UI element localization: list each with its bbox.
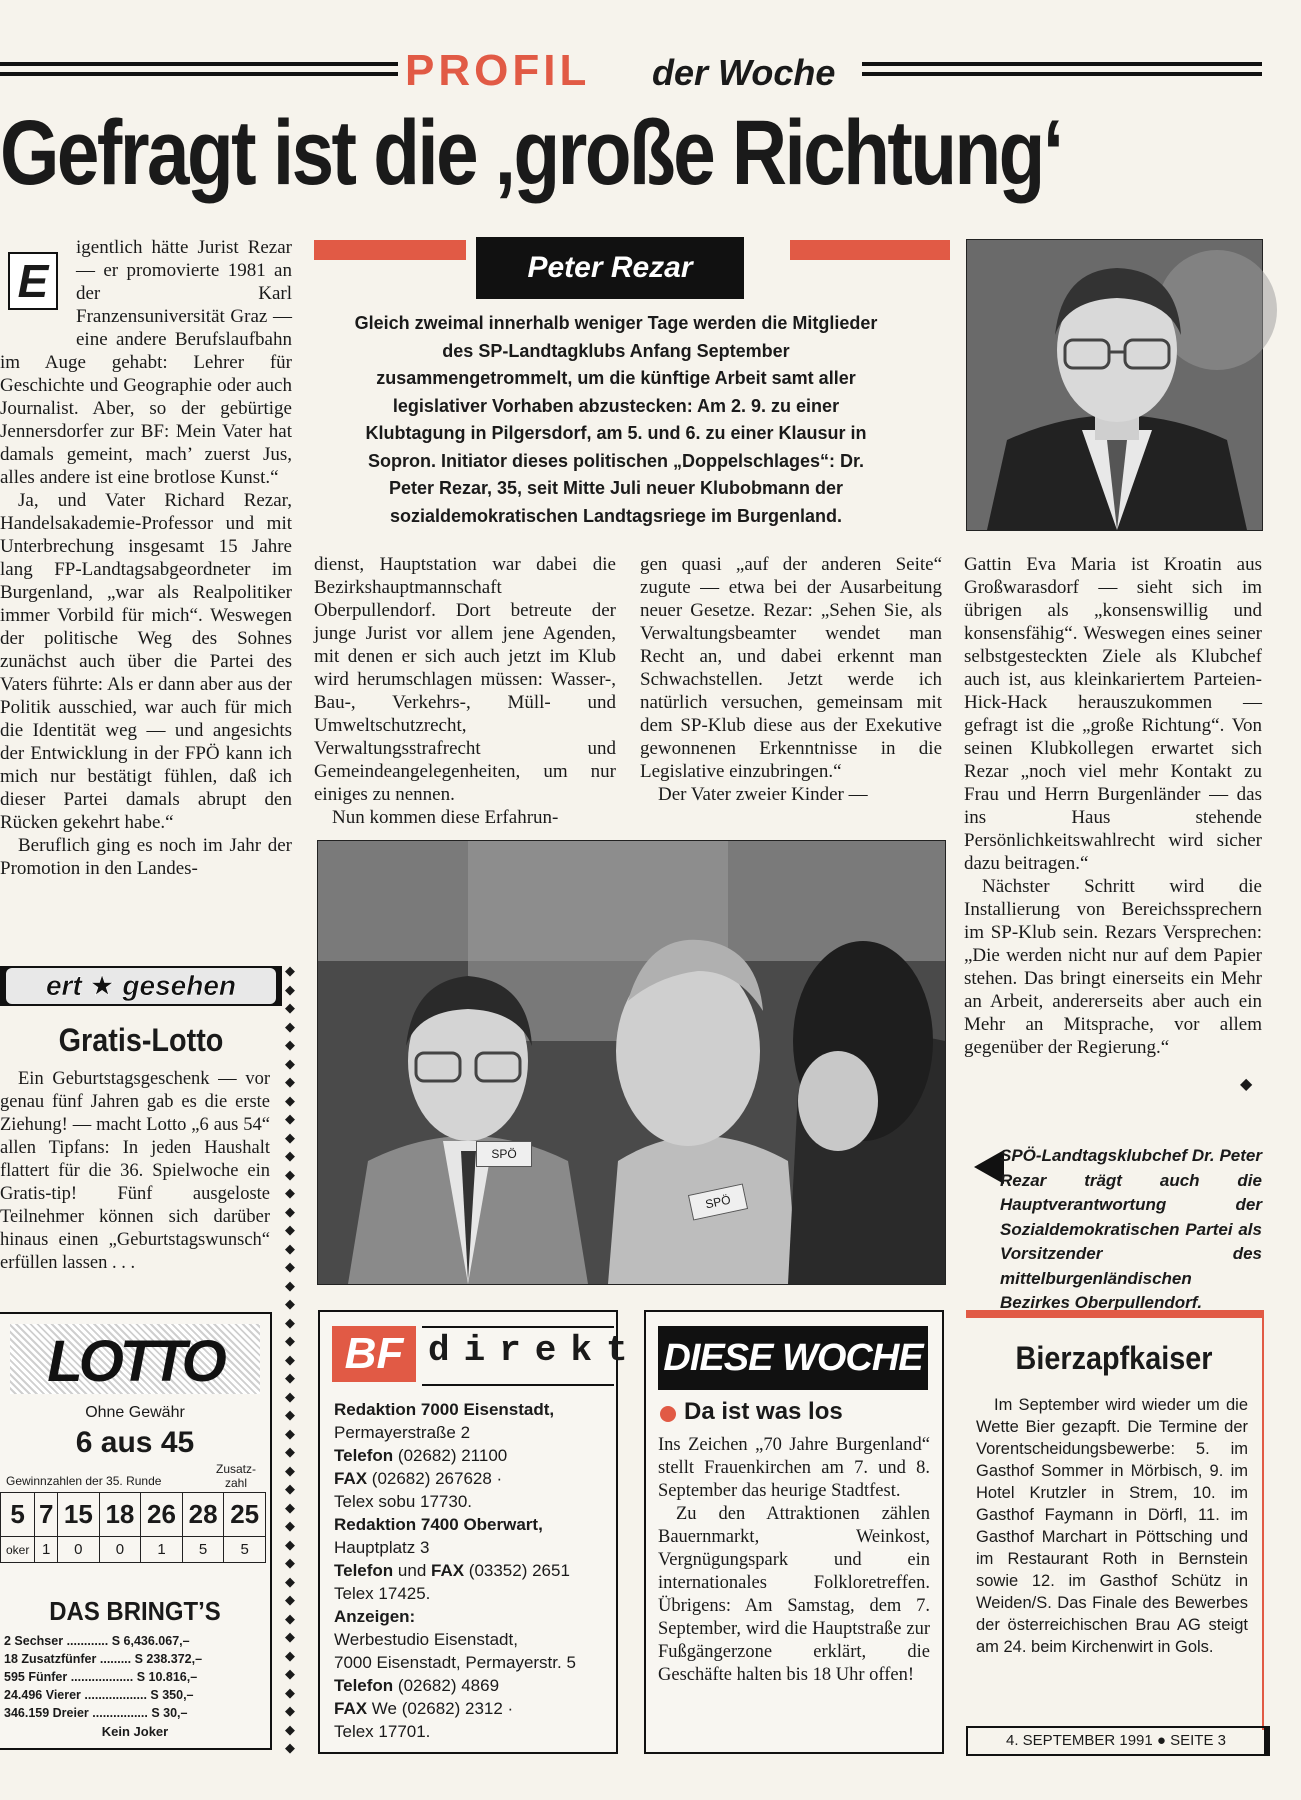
diese-woche-paragraph-2: Zu den Attraktionen zählen Bauernmarkt, Weinkost, Vergnügungspark und ein internationales Folkloretreffen. Übrigens: Am Samstag, dem 7. September, wird die Hauptstraße zur Fußgängerzone erklärt, die Geschäfte halten bis 18 Uhr offen! [658,1504,930,1685]
diese-woche-text [658,1434,930,1687]
lotto-game: 6 aus 45 [75,1426,195,1459]
prize-amount: S 6,436.067,– [111,1634,190,1648]
bf-line-text: Telex sobu 17730. [334,1492,472,1511]
lotto-zusatzzahl: 25 [224,1493,266,1537]
col3-paragraph-2: Der Vater zweier Kinder — [658,784,868,805]
prize-dots: .................. [84,1688,147,1702]
col1-first-paragraph: igentlich hätte Jurist Rezar — er promovierte 1981 an der Karl Franzensuniversität Graz — eine andere Berufslaufbahn im Auge gehabt: Lehrer für Geschichte und Geographie oder auch Journalist. Aber, so der gebürtige Jennersdorfer zur BF: Mein Vater hat damals gemeint, mach’ zuerst Jus, alles andere ist eine brotlose Kunst.“ [0,237,292,488]
page-footer: 4. SEPTEMBER 1991 ● SEITE 3 [966,1726,1270,1756]
kicker-rule-left-2 [0,72,398,76]
lotto-ohne-gewaehr: Ohne Gewähr [85,1404,185,1421]
bf-line-text: (02682) 267628 · [367,1469,503,1488]
col4-paragraph-1: Gattin Eva Maria ist Kroatin aus Großwarasdorf — sieht sich im übrigen als „konsenswillig und konsensfähig“. Weswegen eines seiner selbstgesteckten Ziele als Klubchef auch ist, aus kleinkariertem Parteien-Hick-Hack herauszukommen — gefragt ist die „große Richtung“. Von seinen Klubkollegen erwartet sich Rezar „noch viel mehr Kontakt zu Frau und Herrn Burgenländer — das ins Haus stehende Persönlichkeitswahlrecht wird sicher dazu beitragen.“ [964,554,1262,874]
prize-label: 2 Sechser [4,1634,64,1648]
lotto-prize-row [4,1632,266,1650]
lotto-prize-row [4,1704,266,1722]
portrait-illustration [967,240,1262,530]
photo-caption: SPÖ-Landtagsklubchef Dr. Peter Rezar trägt auch die Hauptverantwortung der Sozialdemokratischen Partei als Vorsitzender des mittelburgenländischen Bezirkes Oberpullendorf. [1000,1146,1262,1312]
bf-line-bold: Anzeigen: [334,1607,416,1626]
sidebar-text: Ein Geburtstagsgeschenk — vor genau fünf Jahren gab es die erste Ziehung! — macht Lotto „6 aus 54“ allen Tipfans: In jeden Haushalt flattert für die 36. Spielwoche ein Gratis-tip! Fünf ausgeloste Teilnehmer können sich darüber hinaus einen „Geburtstagswunsch“ erfüllen lassen . . . [0,1069,270,1273]
sidebar-banner: ert ★ gesehen [6,968,276,1004]
bf-line-text: Telex 17425. [334,1584,431,1603]
group-photo-illustration [318,841,945,1284]
col1-paragraph-3: Beruflich ging es noch im Jahr der Promotion in den Landes- [0,835,292,879]
lotto-joker-digit: 1 [141,1537,183,1563]
lotto-number: 28 [182,1493,224,1537]
bf-contact-list [334,1398,610,1743]
lotto-number: 18 [99,1493,141,1537]
prize-label: 18 Zusatzfünfer [4,1652,97,1666]
lotto-joker-digit: 5 [182,1537,224,1563]
prize-amount: S 238.372,– [134,1652,203,1666]
bf-line-text: Telex 17701. [334,1722,431,1741]
article-column-2 [314,553,616,828]
byline-bar-right [790,240,950,260]
bf-line-bold: FAX [334,1469,368,1488]
bf-line-text: und [393,1561,431,1580]
lotto-joker-digit: 5 [224,1537,266,1563]
byline: Peter Rezar [476,237,744,299]
prize-label: 595 Fünfer [4,1670,68,1684]
bf-line [334,1444,610,1467]
portrait-photo [966,239,1263,531]
kicker-profil: PROFIL [405,46,591,95]
bf-line-bold: Telefon [334,1561,394,1580]
lotto-bringts: DAS BRINGT’S [49,1596,221,1626]
bf-line [334,1513,610,1536]
diese-woche-box [644,1310,944,1754]
bf-line [334,1421,610,1444]
lotto-number: 7 [35,1493,58,1537]
col2-paragraph-1: dienst, Hauptstation war dabei die Bezirkshauptmannschaft Oberpullendorf. Dort betreute der junge Jurist vor allem jene Agenden, mit denen er sich auch jetzt im Klub wird herumschlagen müssen: Wasser-, Bau-, Verkehrs-, Müll- und Umweltschutzrecht, Verwaltungsstrafrecht und Gemeindeangelegenheiten, um nur einiges zu nennen. [314,554,616,805]
lotto-number: 5 [1,1493,35,1537]
col2-paragraph-2: Nun kommen diese Erfahrun- [332,807,559,828]
bf-line-text: (03352) 2651 [464,1561,570,1580]
party-badge-1: SPÖ [476,1141,532,1167]
prize-amount: S 350,– [150,1688,194,1702]
bf-line [334,1467,610,1490]
bf-line-bold: Telefon [334,1446,394,1465]
diamond-divider: ◆ ◆ ◆ ◆ ◆ ◆ ◆ ◆ ◆ ◆ ◆ ◆ ◆ ◆ ◆ ◆ ◆ ◆ ◆ ◆ ◆ ◆ ◆ ◆ ◆ ◆ ◆ ◆ ◆ ◆ ◆ ◆ ◆ ◆ ◆ ◆ ◆ ◆ ◆ ◆ ◆ ◆ ◆ [285,963,295,1755]
bf-direkt-title: direkt [428,1330,642,1371]
bullet-icon [660,1406,676,1422]
bf-direkt-box [318,1310,642,1754]
bf-line-text: We (02682) 2312 · [367,1699,514,1718]
diese-woche-paragraph-1: Ins Zeichen „70 Jahre Burgenland“ stellt Frauenkirchen am 7. und 8. September das heurige Stadtfest. [658,1435,930,1501]
bf-line-bold: Telefon [334,1676,394,1695]
bf-line-text: (02682) 21100 [393,1446,508,1465]
bf-line [334,1720,610,1743]
bierzapfkaiser-text: Im September wird wieder um die Wette Bier gezapft. Die Termine der Vorentscheidungsbewerbe: 5. im Gasthof Sommer in Mörbisch, 9. im Hotel Krutzler in Strem, 10. im Gasthof Faymann in Dörfl, 11. im Gasthof Marchart in Pöttsching und im Restaurant Roth in Bernstein sowie 12. im Gasthof Schütz in Weiden/S. Das Finale des Bewerbes der österreichischen Brau AG steigt am 24. beim Kirchenwirt in Gols. [976,1396,1248,1656]
bf-line-bold: Redaktion 7000 Eisenstadt, [334,1400,555,1419]
lotto-prize-row [4,1668,266,1686]
prize-dots: ............ [66,1634,109,1648]
col1-paragraph-2: Ja, und Vater Richard Rezar, Handelsakademie-Professor und mit Unterbrechung insgesamt 15 Jahre lang FP-Landtagsabgeordneter im Burgenland, „war als Realpolitiker immer Vorbild für mich“. Weswegen der politische Weg des Sohnes zunächst auch über die Partei des Vaters führte: Als er dann aber aus der Politik ausschied, war auch für mich die Identität weg — und angesichts der Entwicklung in der FPÖ kann ich mich nur bestätigt fühlen, daß ich dieser Partei damals abrupt den Rücken gekehrt habe.“ [0,490,292,833]
bf-line-text: (02682) 4869 [393,1676,500,1695]
lotto-number: 15 [58,1493,100,1537]
kicker-der-woche: der Woche [652,52,836,93]
bf-line [334,1582,610,1605]
bf-line-bold: Redaktion 7400 Oberwart, [334,1515,543,1534]
lotto-prize-list [4,1632,266,1722]
diese-woche-title: DIESE WOCHE [658,1326,928,1390]
bf-line [334,1536,610,1559]
prize-dots: ................ [92,1706,148,1720]
lotto-joker-digit: 1 [35,1537,58,1563]
lotto-number: 26 [141,1493,183,1537]
headline: Gefragt ist die ‚große Richtung‘ [0,102,1062,204]
group-photo [317,840,946,1285]
lotto-number-table [0,1492,266,1563]
bf-line-text: Hauptplatz 3 [334,1538,430,1557]
article-column-1 [0,236,292,924]
bf-line [334,1697,610,1720]
bf-line [334,1559,610,1582]
lotto-joker-label: oker [1,1537,35,1563]
end-mark: ◆ [1240,1076,1253,1093]
bf-line [334,1605,610,1628]
lotto-joker-digit: 0 [99,1537,141,1563]
prize-label: 24.496 Vierer [4,1688,81,1702]
col3-paragraph-1: gen quasi „auf der anderen Seite“ zugute — etwa bei der Ausarbeitung neuer Gesetze. Rezar: „Sehen Sie, als Verwaltungsbeamter wendet man Recht an, und dabei erkennt man Schwachstellen. Jetzt werde ich natürlich versuchen, gemeinsam mit dem SP-Klub diese aus der Exekutive gewonnenen Erkenntnisse in die Legislative einzubringen.“ [640,554,942,782]
prize-dots: ......... [99,1652,132,1666]
lotto-zusatz: Zusatz-zahl [215,1462,256,1490]
lotto-runde: Gewinnzahlen der 35. Runde [6,1474,162,1488]
lede: Gleich zweimal innerhalb weniger Tage werden die Mitglieder des SP-Landtagklubs Anfang September zusammengetrommelt, um die künftige Arbeit samt aller legislativer Vorhaben abzustecken: Am 2. 9. zu einer Klubtagung in Pilgersdorf, am 5. und 6. zu einer Klausur in Sopron. Initiator dieses politischen „Doppelschlages“: Dr. Peter Rezar, 35, seit Mitte Juli neuer Klubobmann der sozialdemokratischen Landtagsriege im Burgenland. [354,313,878,526]
sidebar-title: Gratis-Lotto [58,1022,224,1058]
kicker-rule-left [0,62,398,66]
bf-line-text: 7000 Eisenstadt, Permayerstr. 5 [334,1653,576,1672]
article-column-4 [964,553,1262,1093]
prize-dots: .................. [70,1670,134,1684]
party-badge-2: SPÖ [688,1183,748,1220]
diese-woche-subtitle: Da ist was los [684,1398,843,1425]
prize-label: 346.159 Dreier [4,1706,89,1720]
bf-line [334,1628,610,1651]
bf-line [334,1651,610,1674]
bierzapfkaiser-box [966,1310,1264,1730]
bf-line-bold: FAX [334,1699,368,1718]
prize-amount: S 30,– [151,1706,188,1720]
lotto-logo: LOTTO [47,1329,223,1394]
prize-amount: S 10.816,– [136,1670,198,1684]
article-column-3 [640,553,942,805]
lotto-prize-row [4,1686,266,1704]
byline-bar-left [314,240,466,260]
bf-line-text: Werbestudio Eisenstadt, [334,1630,518,1649]
bf-line [334,1674,610,1697]
lotto-kein-joker: Kein Joker [101,1724,169,1739]
bf-line [334,1490,610,1513]
dropcap-spacer [0,236,76,330]
bf-logo: BF [332,1326,416,1382]
bierzapfkaiser-title: Bierzapfkaiser [1015,1340,1213,1376]
lotto-joker-digit: 0 [58,1537,100,1563]
bf-line-bold: FAX [431,1561,465,1580]
bf-line [334,1398,610,1421]
bf-line-text: Permayerstraße 2 [334,1423,471,1442]
kicker-rule-right [862,62,1262,66]
col4-paragraph-2: Nächster Schritt wird die Installierung von Bereichssprechern im SP-Klub sein. Rezars Versprechen: „Die werden nicht nur auf dem Papier stehen. Das bringt einerseits ein Mehr an Arbeit, andererseits aber auch ein Mehr an Mitsprache, vor allem gegenüber der Regierung.“ [964,876,1262,1058]
lotto-prize-row [4,1650,266,1668]
lotto-box [0,1312,272,1750]
dropcap: E [17,255,49,307]
kicker-rule-right-2 [862,72,1262,76]
